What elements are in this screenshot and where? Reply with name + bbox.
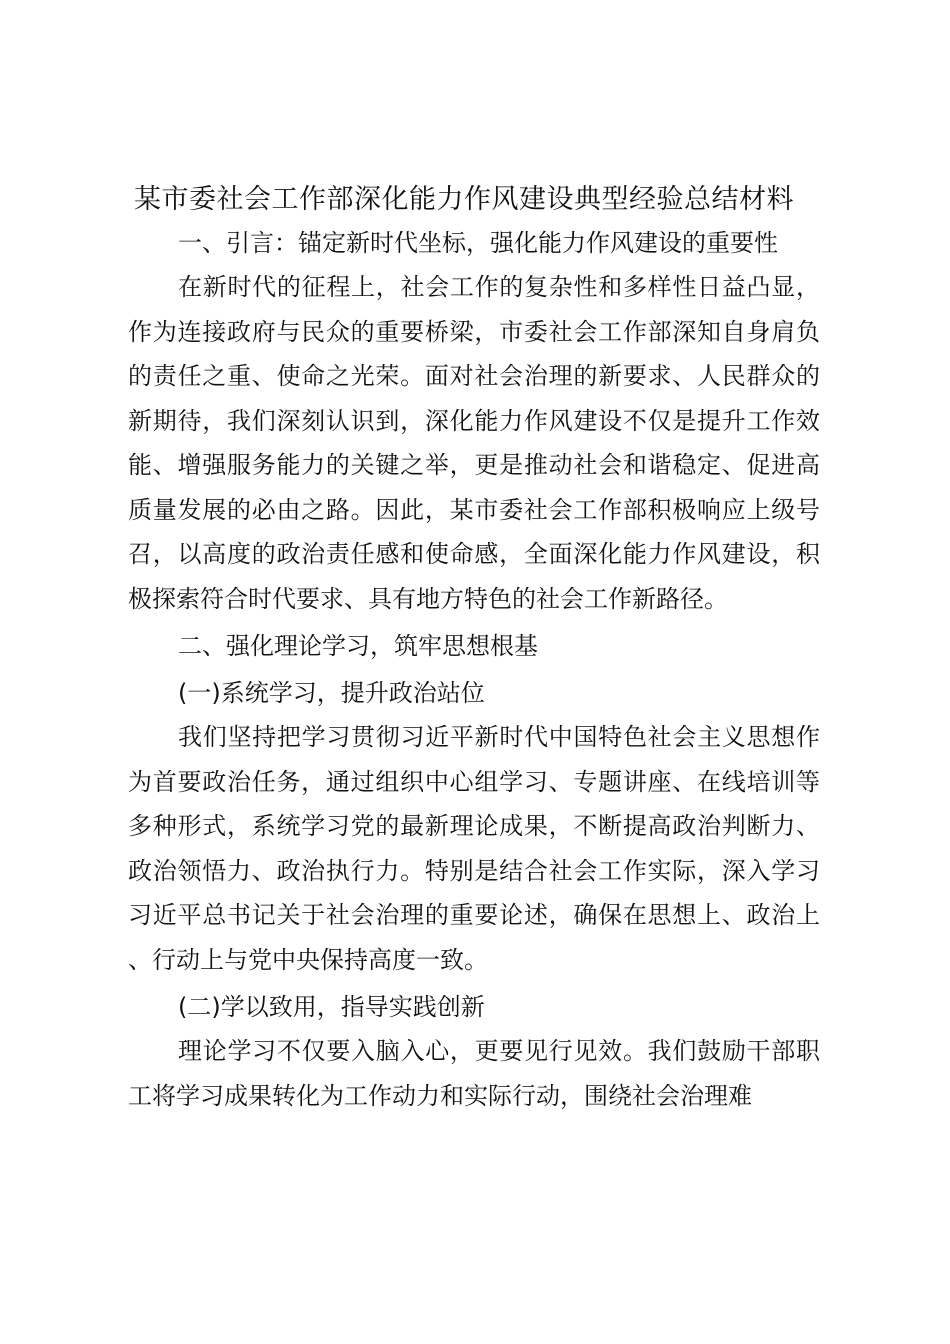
document-title: 某市委社会工作部深化能力作风建设典型经验总结材料 — [134, 184, 794, 215]
subsection-1-paragraph: 我们坚持把学习贯彻习近平新时代中国特色社会主义思想作为首要政治任务，通过组织中心组学习、专题讲座、在线培训等多种形式，系统学习党的最新理论成果，不断提高政治判断力、政治领悟力、政治执行力。特别是结合社会工作实际，深入学习习近平总书记关于社会治理的重要论述，确保在思想上、政治上、行动上与党中央保持高度一致。 — [128, 723, 820, 974]
document-body — [128, 178, 820, 1118]
subsection-2-heading: (二)学以致用，指导实践创新 — [178, 993, 485, 1021]
section-2-heading: 二、强化理论学习，筑牢思想根基 — [178, 632, 538, 660]
section-1-heading: 一、引言：锚定新时代坐标，强化能力作风建设的重要性 — [178, 229, 778, 257]
subsection-1-heading: (一)系统学习，提升政治站位 — [178, 679, 485, 707]
section-1-paragraph: 在新时代的征程上，社会工作的复杂性和多样性日益凸显，作为连接政府与民众的重要桥梁，市委社会工作部深知自身肩负的责任之重、使命之光荣。面对社会治理的新要求、人民群众的新期待，我们深刻认识到，深化能力作风建设不仅是提升工作效能、增强服务能力的关键之举，更是推动社会和谐稳定、促进高质量发展的必由之路。因此，某市委社会工作部积极响应上级号召，以高度的政治责任感和使命感，全面深化能力作风建设，积极探索符合时代要求、具有地方特色的社会工作新路径。 — [128, 273, 820, 613]
subsection-2-paragraph: 理论学习不仅要入脑入心，更要见行见效。我们鼓励干部职工将学习成果转化为工作动力和实际行动，围绕社会治理难 — [128, 1037, 820, 1110]
